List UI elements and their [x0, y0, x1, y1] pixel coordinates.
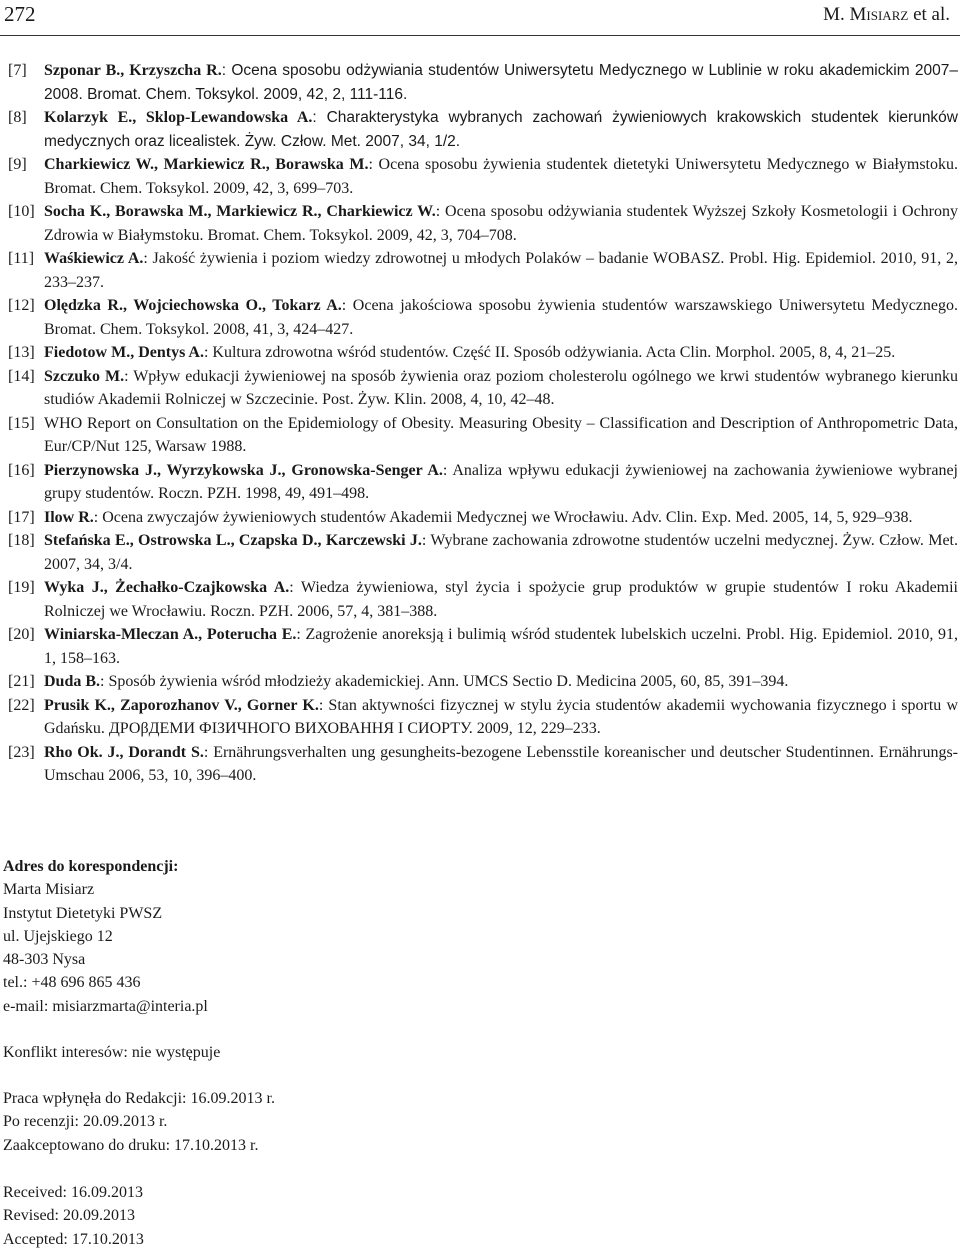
reference-number: [11]: [8, 250, 35, 267]
reference-item: [8, 670, 958, 694]
reference-number: [20]: [8, 626, 35, 643]
reference-text: : Wpływ edukacji żywieniowej na sposób żywienia oraz poziom cholesterolu ogólnego we krwi studentów wybranego kierunku studiów Akademii Rolniczej w Szczecinie. Post. Żyw. Klin. 2008, 4, 10, 42–48.: [44, 367, 958, 408]
reference-body: [44, 623, 958, 670]
reference-text: : Wybrane zachowania zdrowotne studentów uczelni medycznej. Żyw. Człow. Met. 2007, 34, 3/4.: [44, 532, 958, 573]
reference-item: [8, 412, 958, 459]
date-accepted-en: Accepted: 17.10.2013: [3, 1230, 144, 1248]
reference-body: [44, 106, 958, 153]
reference-body: [44, 741, 958, 788]
reference-authors: Stefańska E., Ostrowska L., Czapska D., Karczewski J.: [44, 532, 422, 549]
reference-authors: Waśkiewicz A.: [44, 250, 144, 267]
reference-number: [7]: [8, 62, 27, 79]
running-head-suffix: et al.: [908, 4, 950, 25]
reference-text: : Charakterystyka wybranych zachowań żywieniowych krakowskich studentek kierunków medycznych oraz licealistek. Żyw. Człow. Met. 2007, 34, 1/2.: [44, 109, 959, 150]
reference-text: : Ocena sposobu odżywiania studentów Uniwersytetu Medycznego w Lublinie w roku akademickim 2007–2008. Bromat. Chem. Toksykol. 2009, 42, 2, 111-116.: [44, 62, 958, 103]
reference-text: : Ocena jakościowa sposobu żywienia studentów warszawskiego Uniwersytetu Medycznego. Bromat. Chem. Toksykol. 2008, 41, 3, 424–427.: [44, 297, 958, 338]
correspondence-line: 48-303 Nysa: [3, 951, 86, 969]
reference-body: [44, 365, 958, 412]
reference-body: [44, 200, 958, 247]
reference-number: [18]: [8, 532, 35, 549]
reference-number: [9]: [8, 156, 27, 173]
reference-authors: Ilow R.: [44, 508, 94, 526]
reference-number: [19]: [8, 579, 35, 596]
reference-authors: Charkiewicz W., Markiewicz R., Borawska M.: [44, 156, 369, 173]
date-accepted-pl: Zaakceptowano do druku: 17.10.2013 r.: [3, 1136, 259, 1154]
page-header: [0, 0, 960, 38]
correspondence-line: tel.: +48 696 865 436: [3, 974, 141, 992]
reference-item: [8, 153, 958, 200]
reference-body: [44, 506, 958, 530]
reference-body: [44, 576, 958, 623]
reference-number: [14]: [8, 367, 35, 385]
reference-authors: Fiedotow M., Dentys A.: [44, 344, 204, 361]
dates-pl-block: [3, 1087, 275, 1157]
reference-item: [8, 741, 958, 788]
reference-text: WHO Report on Consultation on the Epidemiology of Obesity. Measuring Obesity – Classification and Description of Anthropometric Data, Eur/CP/Nut 125, Warsaw 1988.: [44, 414, 958, 455]
dates-en-block: [3, 1181, 144, 1251]
reference-authors: Szponar B., Krzyszcha R.: [44, 62, 222, 79]
reference-number: [22]: [8, 696, 35, 714]
reference-body: [44, 694, 958, 741]
correspondence-line: Instytut Dietetyki PWSZ: [3, 904, 163, 922]
reference-number: [12]: [8, 297, 35, 314]
page-number: 272: [4, 2, 36, 26]
reference-text: : Ernährungsverhalten ung gesungheits-bezogene Lebensstile koreanischer und deutscher Studentinnen. Ernährungs-Umschau 2006, 53, 10, 396–400.: [44, 743, 958, 784]
date-revised-en: Revised: 20.09.2013: [3, 1207, 135, 1225]
reference-item: [8, 506, 958, 530]
reference-text: : Sposób żywienia wśród młodzieży akademickiej. Ann. UMCS Sectio D. Medicina 2005, 60, 85, 391–394.: [100, 673, 789, 690]
reference-body: [44, 670, 958, 694]
correspondence-block: [3, 855, 208, 1018]
correspondence-email: e-mail: misiarzmarta@interia.pl: [3, 997, 208, 1015]
reference-item: [8, 341, 958, 365]
reference-item: [8, 459, 958, 506]
reference-authors: Duda B.: [44, 673, 101, 690]
reference-authors: Kolarzyk E., Sklop-Lewandowska A.: [44, 109, 313, 126]
reference-number: [23]: [8, 743, 35, 761]
reference-authors: Prusik K., Zaporozhanov V., Gorner K.: [44, 696, 319, 714]
conflict-text: Konflikt interesów: nie występuje: [3, 1044, 221, 1061]
reference-text: : Zagrożenie anoreksją i bulimią wśród studentek lubelskich uczelni. Probl. Hig. Epidemiol. 2010, 91, 1, 158–163.: [44, 626, 959, 667]
running-head: [823, 4, 950, 26]
reference-text: : Jakość żywienia i poziom wiedzy zdrowotnej u młodych Polaków – badanie WOBASZ. Probl. Hig. Epidemiol. 2010, 91, 2, 233–237.: [44, 250, 958, 291]
reference-item: [8, 623, 958, 670]
reference-body: [44, 459, 958, 506]
conflict-statement: [3, 1041, 220, 1064]
reference-authors: Rho Ok. J., Dorandt S.: [44, 743, 204, 761]
date-received-en: Received: 16.09.2013: [3, 1184, 143, 1201]
reference-item: [8, 294, 958, 341]
reference-authors: Olędzka R., Wojciechowska O., Tokarz A.: [44, 297, 342, 314]
reference-item: [8, 365, 958, 412]
correspondence-line: Marta Misiarz: [3, 881, 95, 899]
reference-body: [44, 59, 958, 106]
reference-body: [44, 529, 958, 576]
header-rule: [0, 35, 960, 36]
reference-text: : Kultura zdrowotna wśród studentów. Część II. Sposób odżywiania. Acta Clin. Morphol. 2005, 8, 4, 21–25.: [203, 344, 896, 361]
reference-authors: Szczuko M.: [44, 367, 125, 385]
reference-number: [17]: [8, 508, 35, 526]
reference-text: : Analiza wpływu edukacji żywieniowej na zachowania żywieniowe wybranej grupy studentów. Roczn. PZH. 1998, 49, 491–498.: [44, 461, 958, 502]
reference-authors: Winiarska-Mleczan A., Poterucha E.: [44, 626, 297, 643]
reference-item: [8, 200, 958, 247]
reference-item: [8, 576, 958, 623]
correspondence-line: ul. Ujejskiego 12: [3, 927, 113, 945]
reference-body: [44, 153, 958, 200]
date-received-pl: Praca wpłynęła do Redakcji: 16.09.2013 r.: [3, 1090, 275, 1107]
reference-number: [8]: [8, 109, 27, 126]
date-revised-pl: Po recenzji: 20.09.2013 r.: [3, 1113, 168, 1131]
reference-item: [8, 106, 958, 153]
reference-body: [44, 294, 958, 341]
reference-item: [8, 247, 958, 294]
reference-number: [21]: [8, 673, 35, 690]
reference-text: : Ocena zwyczajów żywieniowych studentów Akademii Medycznej we Wrocławiu. Adv. Clin. Exp. Med. 2005, 14, 5, 929–938.: [93, 508, 913, 526]
reference-body: [44, 247, 958, 294]
reference-item: [8, 529, 958, 576]
reference-number: [13]: [8, 344, 35, 361]
reference-number: [16]: [8, 461, 35, 479]
reference-text: : Ocena sposobu odżywiania studentek Wyższej Szkoły Kosmetologii i Ochrony Zdrowia w Białymstoku. Bromat. Chem. Toksykol. 2009, 42, 3, 704–708.: [44, 203, 959, 244]
reference-body: [44, 412, 958, 459]
reference-authors: Wyka J., Żechałko-Czajkowska A.: [44, 579, 290, 596]
reference-list: [8, 59, 958, 788]
correspondence-title: Adres do korespondencji:: [3, 858, 179, 875]
reference-text: : Stan aktywności fizycznej w stylu życia studentów akademii wychowania fizycznego i sportu w Gdańsku. ДРОβДЕМИ ФІЗИЧНОГО ВИХОВАННЯ І СИОРТУ. 2009, 12, 229–233.: [44, 696, 959, 737]
reference-authors: Pierzynowska J., Wyrzykowska J., Gronowska-Senger A.: [44, 461, 443, 479]
reference-item: [8, 59, 958, 106]
reference-number: [15]: [8, 414, 35, 432]
reference-text: : Ocena sposobu żywienia studentek dietetyki Uniwersytetu Medycznego w Białymstoku. Bromat. Chem. Toksykol. 2009, 42, 3, 699–703.: [44, 156, 959, 197]
running-head-author: M. Misiarz: [823, 4, 909, 25]
reference-body: [44, 341, 958, 365]
reference-item: [8, 694, 958, 741]
reference-authors: Socha K., Borawska M., Markiewicz R., Charkiewicz W.: [44, 203, 436, 220]
reference-text: : Wiedza żywieniowa, styl życia i spożycie grup produktów w grupie studentów I roku Akademii Rolniczej we Wrocławiu. Roczn. PZH. 2006, 57, 4, 381–388.: [44, 579, 959, 620]
reference-number: [10]: [8, 203, 35, 220]
